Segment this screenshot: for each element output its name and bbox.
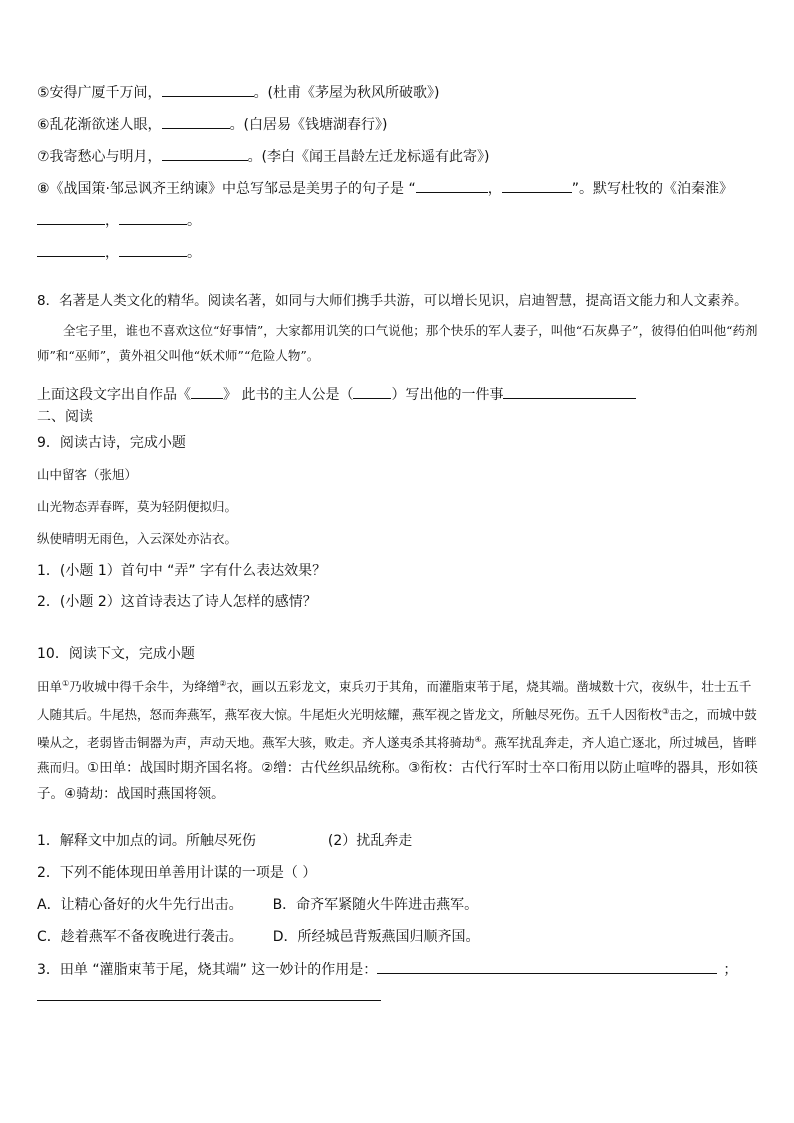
note-marker: ① [62,679,70,688]
text: 衣，画以五彩龙文，束兵刃于其角，而灌脂束苇于尾，烧其端。凿城数十穴，夜纵牛，壮士五千人随其后。牛尾热，怒而奔燕军，燕军夜大惊。牛尾炬火光明炫耀，燕军视之皆龙文，所触尽死伤。五千人因衔枚 [37,679,752,723]
section-heading: 二、阅读 [37,409,93,425]
text: ； [723,962,738,978]
text: ， [105,245,119,261]
answer-blank[interactable] [502,178,572,193]
text: 乃收城中得千余牛，为绛缯 [69,679,220,695]
text: 上面这段文字出自作品《 [37,387,191,403]
option-d[interactable]: D．所经城邑背叛燕国归顺齐国。 [272,929,480,945]
text: ， [105,213,119,229]
answer-blank[interactable] [416,178,488,193]
text: ⑦我寄愁心与明月， [37,149,162,165]
q7-line-8c [37,242,201,262]
answer-blank[interactable] [119,242,187,257]
q9-sub1: 1．(小题 1）首句中 “弄” 字有什么表达效果？ [37,563,327,579]
text: 击之，而城中鼓噪从之，老弱皆击铜器为声，声动天地。燕军大骇，败走。齐人遂夷杀其将骑劫 [37,707,757,751]
q8-passage: 全宅子里，谁也不喜欢这位“好事情”，大家都用讥笑的口气说他；那个快乐的军人妻子，叫他“石灰鼻子”，彼得伯伯叫他“药剂师”和“巫师”，黄外祖父叫他“妖术师”“危险人物”。 [37,323,758,363]
answer-blank[interactable] [162,82,254,97]
text: ⑧《战国策·邹忌讽齐王纳谏》中总写邹忌是美男子的句子是 “ [37,181,416,197]
text: ”。默写杜牧的《泊秦淮》 [571,181,733,197]
q10-passage [37,671,759,807]
q7-line-5 [37,82,440,102]
q7-line-6 [37,114,388,134]
answer-blank[interactable] [37,210,105,225]
text: ）写出他的一件事 [391,387,504,403]
text: 3．田单 “灌脂束苇于尾，烧其端” 这一妙计的作用是： [37,962,378,978]
option-a[interactable]: A．让精心备好的火牛先行出击。 [37,897,243,913]
text: ， [487,181,502,197]
option-row [37,928,480,946]
text: 。燕军扰乱奔走，齐人追亡逐北，所过城邑，皆畔燕而归。 [37,735,757,776]
q10-sub2: 2．下列不能体现田单善用计谋的一项是（ ） [37,865,317,881]
text: 。(杜甫《茅屋为秋风所破歌》) [253,85,440,101]
answer-blank[interactable] [37,242,105,257]
q7-line-7 [37,146,490,166]
text: 田单 [37,679,63,695]
answer-line[interactable] [37,1000,381,1001]
note-marker: ④ [474,735,482,745]
q10-title: 10．阅读下文，完成小题 [37,646,195,662]
q8-question [37,384,636,404]
q8-title: 8．名著是人类文化的精华。阅读名著，如同与大师们携手共游，可以增长见识，启迪智慧，提高语文能力和人文素养。 [37,293,748,309]
poem-line: 山光物态弄春晖，莫为轻阴便拟归。 [37,499,238,514]
text: 》 此书的主人公是（ [223,387,354,403]
text: 。(白居易《钱塘湖春行》) [229,117,388,133]
text: ⑥乱花渐欲迷人眼， [37,117,162,133]
q9-title: 9．阅读古诗，完成小题 [37,435,186,451]
note-marker: ② [219,679,227,688]
option-c[interactable]: C．趁着燕军不备夜晚进行袭击。 [37,929,243,945]
text: 。(李白《闻王昌龄左迁龙标遥有此寄》) [247,149,490,165]
answer-blank[interactable] [377,959,717,974]
answer-blank[interactable] [191,384,223,399]
q9-sub2: 2．(小题 2）这首诗表达了诗人怎样的感情？ [37,594,317,610]
answer-blank[interactable] [162,146,248,161]
q10-sub1 [37,832,412,850]
text: ⑤安得广厦千万间， [37,85,162,101]
annotations: ①田单：战国时期齐国名将。②缯：古代丝织品统称。③衔枚：古代行军时士卒口衔用以防止喧哗的器具，形如筷子。④骑劫：战国时燕国将领。 [37,760,758,803]
text: (2）扰乱奔走 [327,833,413,849]
answer-blank[interactable] [162,114,230,129]
poem-line: 纵使晴明无雨色，入云深处亦沾衣。 [37,531,238,546]
answer-blank[interactable] [119,210,187,225]
note-marker: ③ [662,707,670,717]
option-b[interactable]: B．命齐军紧随火牛阵进击燕军。 [272,897,479,913]
text: 。 [187,213,201,229]
option-row [37,896,478,914]
poem-title: 山中留客（张旭） [37,467,138,482]
q7-line-8 [37,178,733,198]
text: 1．解释文中加点的词。所触尽死伤 [37,833,256,849]
q10-sub3 [37,959,737,979]
answer-blank[interactable] [503,384,636,399]
text: 。 [187,245,201,261]
answer-blank[interactable] [353,384,391,399]
q7-line-8b [37,210,201,230]
